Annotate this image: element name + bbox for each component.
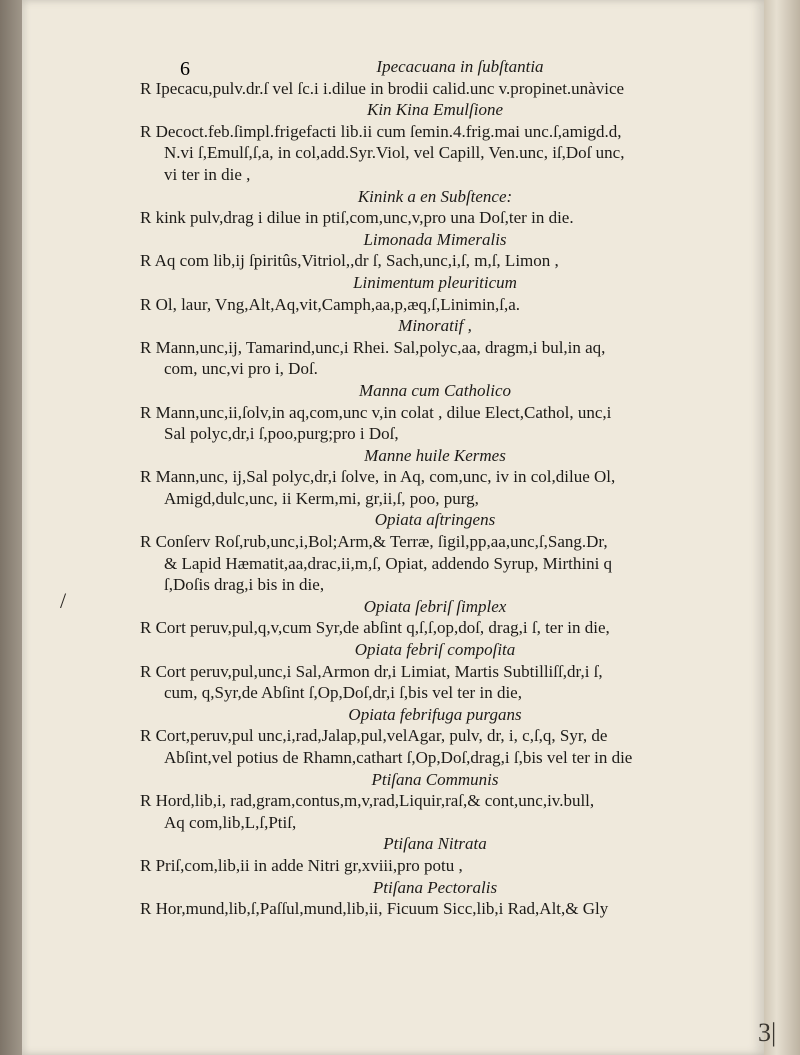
recipe-heading: Manne huile Kermes [364, 445, 506, 465]
book-gutter-shadow [0, 0, 22, 1055]
recipe-continuation-line: Amigd,dulc,unc, ii Kerm,mi, gr,ii,ſ, poo, purg, [164, 488, 479, 508]
recipe-line: R Mann,unc, ij,Sal polyc,dr,i ſolve, in Aq, com,unc, iv in col,dilue Ol, [140, 467, 616, 487]
recipe-line: R Cort peruv,pul,unc,i Sal,Armon dr,i Limiat, Martis Subtilliſſ,dr,i ſ, [140, 661, 603, 681]
recipe-continuation-line: Abſint,vel potius de Rhamn,cathart ſ,Op,Doſ,drag,i ſ,bis vel ter in die [164, 748, 633, 767]
recipe-line: R Hor,mund,lib,ſ,Paſſul,mund,lib,ii, Ficuum Sicc,lib,i Rad,Alt,& Gly [140, 899, 609, 919]
recipe-line: R Ipecacu,pulv.dr.ſ vel ſc.i i.dilue in brodii calid.unc v.propinet.unàvice [140, 78, 625, 98]
recipe-line: R Aq com lib,ij ſpiritûs,Vitriol,,dr ſ, Sach,unc,i,ſ, m,ſ, Limon , [140, 251, 559, 271]
margin-mark: / [60, 588, 67, 613]
page-number: 6 [180, 58, 190, 80]
recipe-line: R Mann,unc,ii,ſolv,in aq,com,unc v,in colat , dilue Elect,Cathol, unc,i [140, 402, 612, 422]
recipe-heading: Opiata aſtringens [374, 510, 496, 530]
recipe-line: R kink pulv,drag i dilue in ptiſ,com,unc,v,pro una Doſ,ter in die. [140, 208, 574, 228]
recipe-line: R Ol, laur, Vng,Alt,Aq,vit,Camph,aa,p,æq,ſ,Linimin,ſ,a. [140, 294, 521, 314]
recipe-continuation-line: N.vi ſ,Emulſ,ſ,a, in col,add.Syr.Viol, vel Capill, Ven.unc, iſ,Doſ unc, [164, 143, 625, 163]
recipe-heading: Minoratif , [398, 316, 472, 336]
recipe-line: R Cort,peruv,pul unc,i,rad,Jalap,pul,velAgar, pulv, dr, i, c,ſ,q, Syr, de [140, 726, 608, 746]
recipe-continuation-line: cum, q,Syr,de Abſint ſ,Op,Doſ,dr,i ſ,bis vel ter in die, [164, 683, 522, 703]
recipe-heading: Kinink a en Subſtence: [357, 186, 513, 206]
recipe-heading: Opiata ſebriſ ſimplex [363, 596, 507, 616]
page-stack-edge [764, 0, 800, 1055]
recipe-continuation-line: Aq com,lib,L,ſ,Ptiſ, [164, 812, 297, 832]
recipe-line: R Cort peruv,pul,q,v,cum Syr,de abſint q,ſ,ſ,op,doſ, drag,i ſ, ter in die, [140, 618, 610, 638]
recipe-continuation-line: com, unc,vi pro i, Doſ. [164, 359, 318, 379]
recipe-heading: Linimentum pleuriticum [353, 272, 517, 292]
recipe-continuation-line: vi ter in die , [164, 164, 251, 184]
recipe-heading: Ptiſana Nitrata [383, 834, 487, 854]
recipe-line: R Hord,lib,i, rad,gram,contus,m,v,rad,Liquir,raſ,& cont,unc,iv.bull, [140, 791, 595, 811]
recipe-line: R Mann,unc,ij, Tamarind,unc,i Rhei. Sal,polyc,aa, dragm,i bul,in aq, [140, 337, 606, 357]
recipe-heading: Opiata febriſ compoſita [354, 640, 516, 660]
recipe-continuation-line: ſ,Doſis drag,i bis in die, [164, 575, 325, 595]
recipe-heading: Ptiſana Communis [371, 769, 499, 789]
recipe-line: R Priſ,com,lib,ii in adde Nitri gr,xviii,pro potu , [140, 855, 463, 875]
recipe-continuation-line: & Lapid Hæmatit,aa,drac,ii,m,ſ, Opiat, addendo Syrup, Mirthini q [164, 553, 613, 573]
recipe-continuation-line: Sal polyc,dr,i ſ,poo,purg;pro i Doſ, [164, 424, 399, 444]
running-title: Ipecacuana in ſubſtantia [376, 57, 544, 76]
recipe-heading: Manna cum Catholico [358, 380, 512, 400]
corner-mark: 3| [758, 1018, 777, 1047]
recipe-heading: Ptiſana Pectoralis [372, 877, 498, 897]
recipe-heading: Kin Kina Emulſione [367, 100, 503, 120]
recipe-heading: Opiata febrifuga purgans [348, 704, 522, 724]
recipe-line: R Decoct.feb.ſimpl.frigefacti lib.ii cum ſemin.4.frig.mai unc.ſ,amigd.d, [140, 121, 622, 141]
recipe-line: R Conſerv Roſ,rub,unc,i,Bol;Arm,& Terræ, ſigil,pp,aa,unc,ſ,Sang.Dr, [140, 532, 608, 552]
recipe-heading: Limonada Mimeralis [363, 229, 507, 249]
page-text-block [140, 56, 760, 920]
